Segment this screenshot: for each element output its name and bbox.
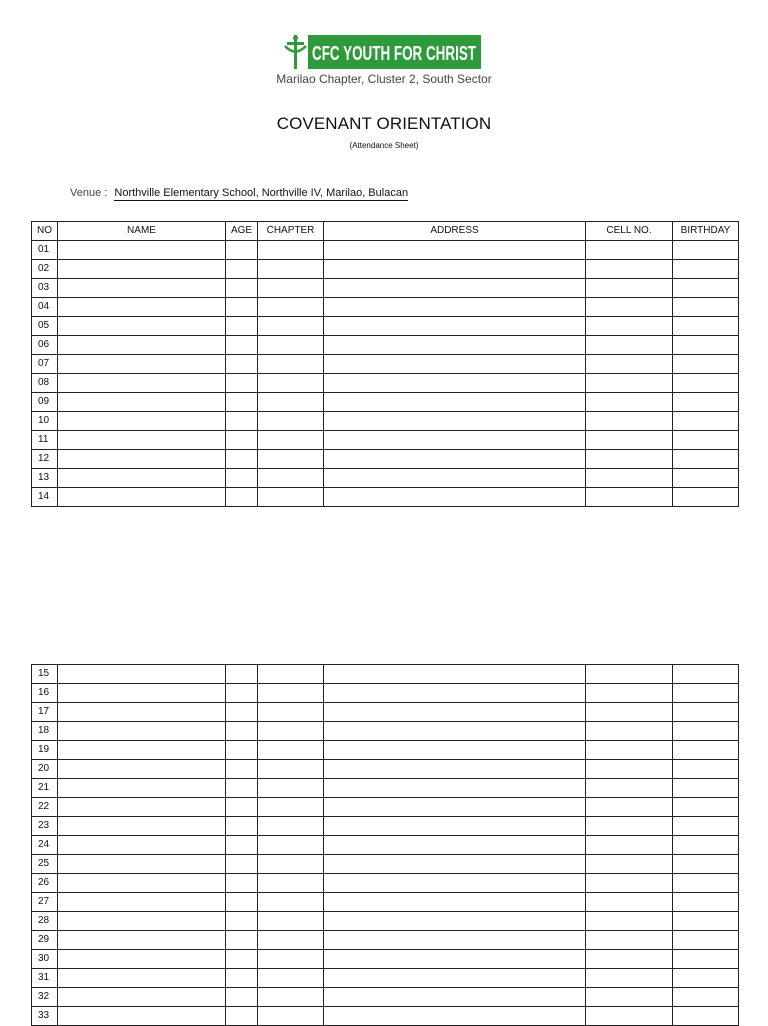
cell-birthday[interactable] (673, 703, 739, 722)
row-number: 01 (32, 241, 58, 260)
cell-cell-no[interactable] (586, 336, 673, 355)
cell-name[interactable] (58, 241, 226, 260)
cell-chapter[interactable] (258, 874, 324, 893)
cell-birthday[interactable] (673, 317, 739, 336)
cell-name[interactable] (58, 760, 226, 779)
row-number: 02 (32, 260, 58, 279)
logo-text: CFC YOUTH FOR CHRIST (312, 43, 476, 65)
cell-name[interactable] (58, 684, 226, 703)
cell-age[interactable] (226, 741, 258, 760)
cell-address[interactable] (324, 779, 586, 798)
cell-birthday[interactable] (673, 988, 739, 1007)
row-number: 14 (32, 488, 58, 507)
cell-address[interactable] (324, 431, 586, 450)
row-number: 25 (32, 855, 58, 874)
row-number: 16 (32, 684, 58, 703)
cell-address[interactable] (324, 665, 586, 684)
cell-address[interactable] (324, 969, 586, 988)
cell-cell-no[interactable] (586, 469, 673, 488)
row-number: 24 (32, 836, 58, 855)
cell-name[interactable] (58, 355, 226, 374)
cell-birthday[interactable] (673, 760, 739, 779)
table-row (32, 412, 739, 431)
table-row (32, 893, 739, 912)
cell-address[interactable] (324, 798, 586, 817)
cell-address[interactable] (324, 684, 586, 703)
cell-age[interactable] (226, 722, 258, 741)
cell-name[interactable] (58, 260, 226, 279)
cell-name[interactable] (58, 336, 226, 355)
row-number: 23 (32, 817, 58, 836)
cell-birthday[interactable] (673, 798, 739, 817)
cell-cell-no[interactable] (586, 855, 673, 874)
cell-chapter[interactable] (258, 469, 324, 488)
cell-age[interactable] (226, 298, 258, 317)
cell-birthday[interactable] (673, 665, 739, 684)
cell-cell-no[interactable] (586, 393, 673, 412)
cell-address[interactable] (324, 703, 586, 722)
cell-address[interactable] (324, 836, 586, 855)
table-row (32, 1007, 739, 1026)
cell-name[interactable] (58, 836, 226, 855)
cell-name[interactable] (58, 855, 226, 874)
cell-age[interactable] (226, 703, 258, 722)
cell-address[interactable] (324, 893, 586, 912)
cell-birthday[interactable] (673, 450, 739, 469)
table-row (32, 336, 739, 355)
cell-chapter[interactable] (258, 817, 324, 836)
row-number: 15 (32, 665, 58, 684)
cell-chapter[interactable] (258, 760, 324, 779)
cell-birthday[interactable] (673, 874, 739, 893)
cell-address[interactable] (324, 393, 586, 412)
cell-birthday[interactable] (673, 722, 739, 741)
cell-cell-no[interactable] (586, 988, 673, 1007)
cell-age[interactable] (226, 241, 258, 260)
cell-chapter[interactable] (258, 317, 324, 336)
cell-address[interactable] (324, 988, 586, 1007)
cell-age[interactable] (226, 431, 258, 450)
cell-birthday[interactable] (673, 260, 739, 279)
cell-birthday[interactable] (673, 412, 739, 431)
cell-name[interactable] (58, 893, 226, 912)
row-number: 30 (32, 950, 58, 969)
table-row (32, 279, 739, 298)
row-number: 07 (32, 355, 58, 374)
cell-chapter[interactable] (258, 741, 324, 760)
cell-age[interactable] (226, 760, 258, 779)
cell-birthday[interactable] (673, 931, 739, 950)
document-title: COVENANT ORIENTATION (276, 114, 492, 133)
cell-chapter[interactable] (258, 298, 324, 317)
cell-name[interactable] (58, 969, 226, 988)
cross-logo-icon (285, 35, 306, 69)
table-row (32, 431, 739, 450)
cell-address[interactable] (324, 450, 586, 469)
cell-chapter[interactable] (258, 893, 324, 912)
table-row (32, 355, 739, 374)
cell-chapter[interactable] (258, 336, 324, 355)
cell-cell-no[interactable] (586, 488, 673, 507)
cell-address[interactable] (324, 260, 586, 279)
cell-birthday[interactable] (673, 279, 739, 298)
column-header-age: AGE (226, 222, 258, 241)
table-row (32, 722, 739, 741)
cell-birthday[interactable] (673, 488, 739, 507)
cell-age[interactable] (226, 279, 258, 298)
row-number: 05 (32, 317, 58, 336)
table-row (32, 817, 739, 836)
cell-age[interactable] (226, 779, 258, 798)
cell-name[interactable] (58, 412, 226, 431)
cell-address[interactable] (324, 298, 586, 317)
cell-age[interactable] (226, 950, 258, 969)
cell-birthday[interactable] (673, 779, 739, 798)
cell-chapter[interactable] (258, 931, 324, 950)
cell-name[interactable] (58, 374, 226, 393)
cell-chapter[interactable] (258, 703, 324, 722)
cell-address[interactable] (324, 912, 586, 931)
cell-chapter[interactable] (258, 855, 324, 874)
cell-birthday[interactable] (673, 893, 739, 912)
cell-name[interactable] (58, 912, 226, 931)
table-header-row (32, 222, 739, 241)
cell-birthday[interactable] (673, 1007, 739, 1026)
cell-address[interactable] (324, 412, 586, 431)
table-row (32, 855, 739, 874)
cell-age[interactable] (226, 469, 258, 488)
cell-address[interactable] (324, 317, 586, 336)
cell-birthday[interactable] (673, 741, 739, 760)
table-row (32, 260, 739, 279)
cell-address[interactable] (324, 279, 586, 298)
venue-line (70, 187, 408, 199)
cell-birthday[interactable] (673, 241, 739, 260)
cell-age[interactable] (226, 317, 258, 336)
cell-cell-no[interactable] (586, 836, 673, 855)
cell-cell-no[interactable] (586, 969, 673, 988)
row-number: 29 (32, 931, 58, 950)
row-number: 22 (32, 798, 58, 817)
table-row (32, 317, 739, 336)
cell-birthday[interactable] (673, 855, 739, 874)
cell-cell-no[interactable] (586, 817, 673, 836)
cell-age[interactable] (226, 855, 258, 874)
row-number: 27 (32, 893, 58, 912)
cell-cell-no[interactable] (586, 874, 673, 893)
table-row (32, 931, 739, 950)
cell-age[interactable] (226, 969, 258, 988)
cell-birthday[interactable] (673, 969, 739, 988)
row-number: 21 (32, 779, 58, 798)
cell-age[interactable] (226, 1007, 258, 1026)
cell-address[interactable] (324, 722, 586, 741)
row-number: 19 (32, 741, 58, 760)
cell-cell-no[interactable] (586, 931, 673, 950)
cell-name[interactable] (58, 298, 226, 317)
cell-age[interactable] (226, 817, 258, 836)
row-number: 08 (32, 374, 58, 393)
cell-chapter[interactable] (258, 431, 324, 450)
cell-cell-no[interactable] (586, 950, 673, 969)
cell-age[interactable] (226, 684, 258, 703)
cell-cell-no[interactable] (586, 374, 673, 393)
cell-age[interactable] (226, 893, 258, 912)
cell-address[interactable] (324, 1007, 586, 1026)
cell-cell-no[interactable] (586, 1007, 673, 1026)
cell-chapter[interactable] (258, 665, 324, 684)
cell-name[interactable] (58, 722, 226, 741)
cell-cell-no[interactable] (586, 431, 673, 450)
row-number: 33 (32, 1007, 58, 1026)
cell-chapter[interactable] (258, 374, 324, 393)
table-row (32, 779, 739, 798)
column-header-address: ADDRESS (324, 222, 586, 241)
table-row (32, 684, 739, 703)
cell-name[interactable] (58, 874, 226, 893)
cell-name[interactable] (58, 317, 226, 336)
cell-age[interactable] (226, 336, 258, 355)
row-number: 10 (32, 412, 58, 431)
row-number: 06 (32, 336, 58, 355)
cell-chapter[interactable] (258, 450, 324, 469)
row-number: 03 (32, 279, 58, 298)
cell-chapter[interactable] (258, 355, 324, 374)
cell-chapter[interactable] (258, 798, 324, 817)
cell-name[interactable] (58, 1007, 226, 1026)
cell-cell-no[interactable] (586, 912, 673, 931)
cell-name[interactable] (58, 469, 226, 488)
venue-label: Venue : (70, 187, 108, 199)
cell-address[interactable] (324, 855, 586, 874)
cell-birthday[interactable] (673, 393, 739, 412)
table-row (32, 950, 739, 969)
cell-cell-no[interactable] (586, 798, 673, 817)
attendance-table-page-1 (31, 221, 739, 507)
row-number: 20 (32, 760, 58, 779)
cell-birthday[interactable] (673, 374, 739, 393)
cell-birthday[interactable] (673, 355, 739, 374)
cell-address[interactable] (324, 874, 586, 893)
cell-address[interactable] (324, 931, 586, 950)
table-row (32, 298, 739, 317)
cell-age[interactable] (226, 874, 258, 893)
cell-address[interactable] (324, 741, 586, 760)
cell-age[interactable] (226, 912, 258, 931)
cell-cell-no[interactable] (586, 355, 673, 374)
cell-chapter[interactable] (258, 241, 324, 260)
cell-age[interactable] (226, 988, 258, 1007)
cell-name[interactable] (58, 798, 226, 817)
cell-age[interactable] (226, 374, 258, 393)
venue-value: Northville Elementary School, Northville IV, Marilao, Bulacan (114, 187, 409, 199)
cell-age[interactable] (226, 665, 258, 684)
table-row (32, 374, 739, 393)
cell-name[interactable] (58, 665, 226, 684)
cell-address[interactable] (324, 469, 586, 488)
cell-name[interactable] (58, 431, 226, 450)
cell-chapter[interactable] (258, 722, 324, 741)
cell-name[interactable] (58, 988, 226, 1007)
cell-cell-no[interactable] (586, 260, 673, 279)
column-header-cell-no: CELL NO. (586, 222, 673, 241)
cell-cell-no[interactable] (586, 684, 673, 703)
cell-address[interactable] (324, 241, 586, 260)
cell-cell-no[interactable] (586, 779, 673, 798)
table-row (32, 874, 739, 893)
table-row (32, 988, 739, 1007)
cell-cell-no[interactable] (586, 703, 673, 722)
cell-birthday[interactable] (673, 431, 739, 450)
cell-birthday[interactable] (673, 684, 739, 703)
table-row (32, 969, 739, 988)
cell-cell-no[interactable] (586, 298, 673, 317)
row-number: 04 (32, 298, 58, 317)
cell-chapter[interactable] (258, 779, 324, 798)
cell-age[interactable] (226, 931, 258, 950)
cell-chapter[interactable] (258, 836, 324, 855)
row-number: 11 (32, 431, 58, 450)
row-number: 28 (32, 912, 58, 931)
cell-name[interactable] (58, 817, 226, 836)
table-row (32, 393, 739, 412)
attendance-table-page-2 (31, 664, 739, 1026)
cell-chapter[interactable] (258, 1007, 324, 1026)
cell-birthday[interactable] (673, 950, 739, 969)
cell-age[interactable] (226, 355, 258, 374)
cell-address[interactable] (324, 488, 586, 507)
cell-name[interactable] (58, 488, 226, 507)
column-header-chapter: CHAPTER (258, 222, 324, 241)
cell-name[interactable] (58, 950, 226, 969)
cell-chapter[interactable] (258, 279, 324, 298)
cell-name[interactable] (58, 450, 226, 469)
cell-chapter[interactable] (258, 412, 324, 431)
cell-name[interactable] (58, 779, 226, 798)
row-number: 09 (32, 393, 58, 412)
cell-cell-no[interactable] (586, 317, 673, 336)
cell-age[interactable] (226, 260, 258, 279)
cell-birthday[interactable] (673, 469, 739, 488)
cell-address[interactable] (324, 374, 586, 393)
cell-chapter[interactable] (258, 912, 324, 931)
cell-birthday[interactable] (673, 817, 739, 836)
document-subheading: (Attendance Sheet) (349, 141, 419, 150)
cell-age[interactable] (226, 412, 258, 431)
cell-cell-no[interactable] (586, 241, 673, 260)
organization-subtitle: Marilao Chapter, Cluster 2, South Sector (276, 72, 492, 86)
cell-chapter[interactable] (258, 988, 324, 1007)
cell-age[interactable] (226, 798, 258, 817)
cell-cell-no[interactable] (586, 665, 673, 684)
cell-chapter[interactable] (258, 969, 324, 988)
cell-cell-no[interactable] (586, 412, 673, 431)
cell-chapter[interactable] (258, 393, 324, 412)
column-header-birthday: BIRTHDAY (673, 222, 739, 241)
cell-cell-no[interactable] (586, 741, 673, 760)
cell-age[interactable] (226, 488, 258, 507)
column-header-no: NO (32, 222, 58, 241)
cell-address[interactable] (324, 760, 586, 779)
cell-cell-no[interactable] (586, 893, 673, 912)
row-number: 32 (32, 988, 58, 1007)
column-header-name: NAME (58, 222, 226, 241)
cell-cell-no[interactable] (586, 722, 673, 741)
cell-name[interactable] (58, 741, 226, 760)
row-number: 31 (32, 969, 58, 988)
table-row (32, 798, 739, 817)
cell-birthday[interactable] (673, 836, 739, 855)
table-row (32, 450, 739, 469)
cell-name[interactable] (58, 931, 226, 950)
row-number: 17 (32, 703, 58, 722)
cell-address[interactable] (324, 355, 586, 374)
cell-chapter[interactable] (258, 950, 324, 969)
cell-chapter[interactable] (258, 260, 324, 279)
table-row (32, 912, 739, 931)
row-number: 12 (32, 450, 58, 469)
cell-birthday[interactable] (673, 912, 739, 931)
row-number: 26 (32, 874, 58, 893)
cell-address[interactable] (324, 817, 586, 836)
table-row (32, 665, 739, 684)
row-number: 18 (32, 722, 58, 741)
table-row (32, 741, 739, 760)
cell-chapter[interactable] (258, 684, 324, 703)
cell-cell-no[interactable] (586, 760, 673, 779)
cell-chapter[interactable] (258, 488, 324, 507)
row-number: 13 (32, 469, 58, 488)
cell-address[interactable] (324, 950, 586, 969)
table-row (32, 488, 739, 507)
table-row (32, 836, 739, 855)
table-row (32, 469, 739, 488)
cell-age[interactable] (226, 393, 258, 412)
cell-birthday[interactable] (673, 336, 739, 355)
cell-birthday[interactable] (673, 298, 739, 317)
cell-name[interactable] (58, 279, 226, 298)
cell-address[interactable] (324, 336, 586, 355)
cell-name[interactable] (58, 393, 226, 412)
cell-age[interactable] (226, 836, 258, 855)
cell-name[interactable] (58, 703, 226, 722)
cell-cell-no[interactable] (586, 450, 673, 469)
cell-cell-no[interactable] (586, 279, 673, 298)
cfc-logo (283, 33, 483, 71)
table-row (32, 703, 739, 722)
cell-age[interactable] (226, 450, 258, 469)
table-row (32, 241, 739, 260)
table-row (32, 760, 739, 779)
